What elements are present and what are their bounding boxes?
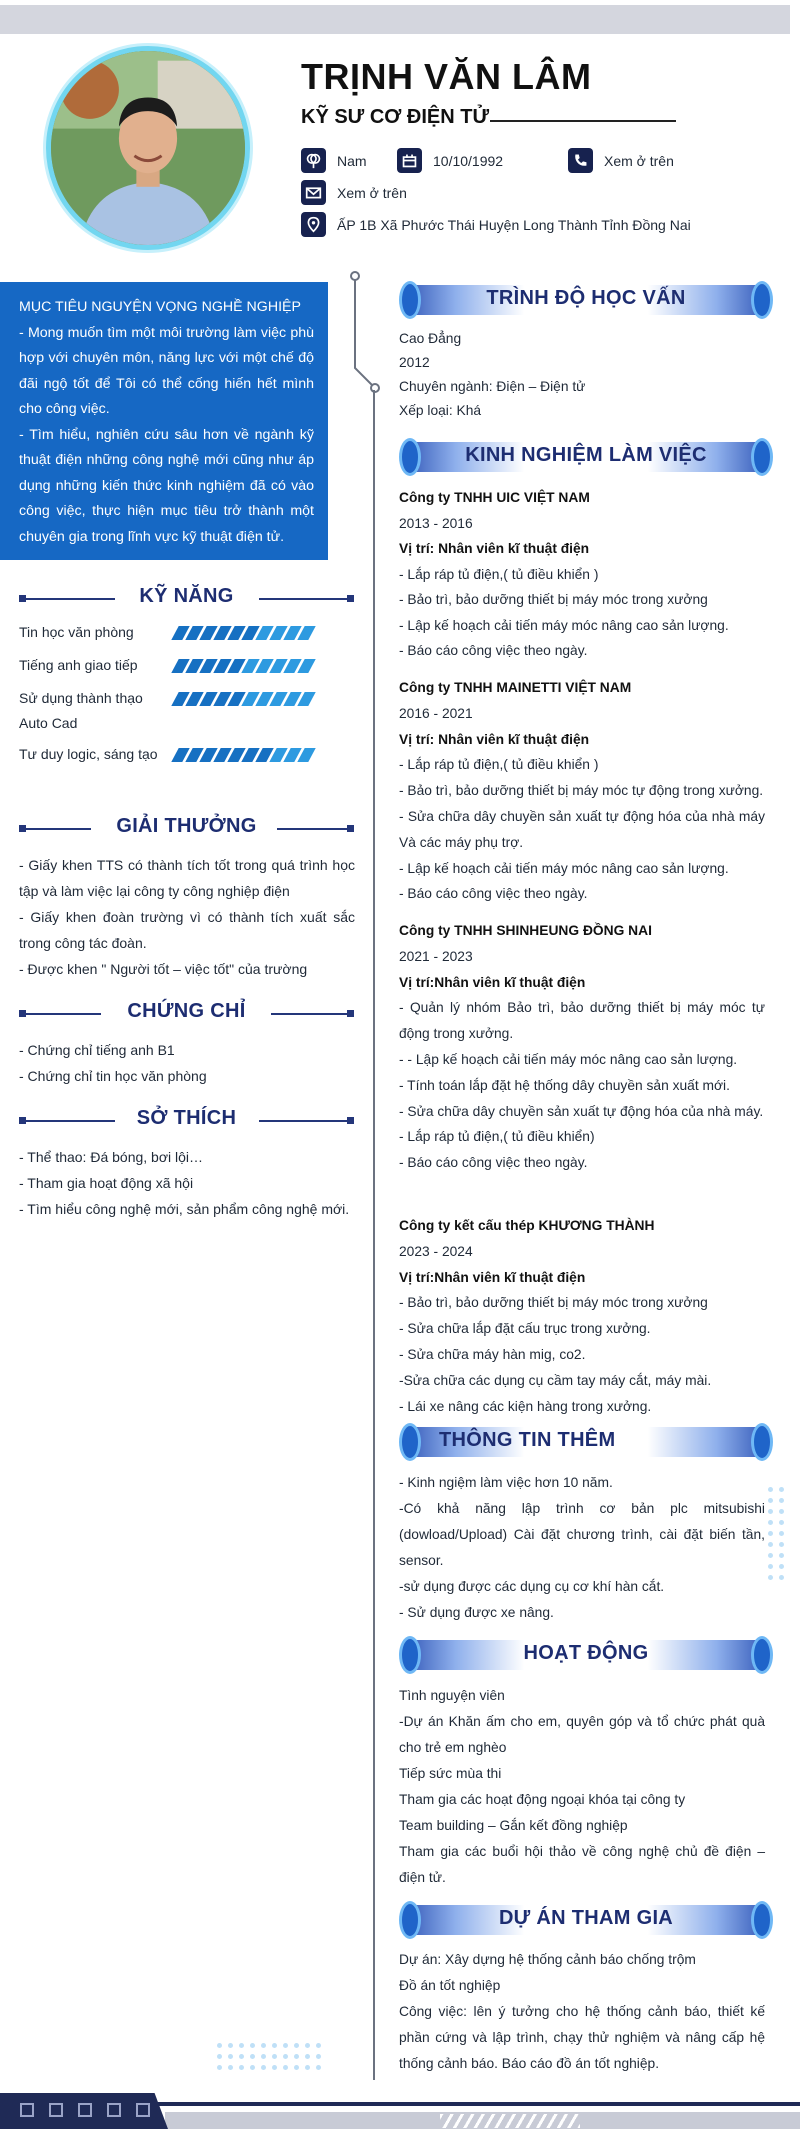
- full-name: TRỊNH VĂN LÂM: [301, 56, 592, 97]
- job-position: Vị trí: Nhân viên kĩ thuật điện: [399, 541, 590, 556]
- award-item: - Giấy khen đoàn trường vì có thành tích xuất sắc trong công tác đoàn.: [19, 909, 355, 951]
- certificate-item: - Chứng chỉ tin học văn phòng: [19, 1068, 207, 1084]
- job-task: - Báo cáo công việc theo ngày.: [399, 886, 588, 902]
- job-period: 2021 - 2023: [399, 948, 473, 964]
- job-task: - Báo cáo công việc theo ngày.: [399, 1155, 588, 1171]
- extra-info-list: [399, 1470, 765, 1626]
- hobby-item: - Tham gia hoạt động xã hội: [19, 1175, 194, 1191]
- section-heading-certificates: CHỨNG CHỈ: [19, 1000, 354, 1028]
- project-item: Đồ án tốt nghiệp: [399, 1978, 501, 1993]
- education-item: 2012: [399, 355, 430, 370]
- job-period: 2023 - 2024: [399, 1243, 473, 1259]
- activity-item: Tình nguyện viên: [399, 1688, 505, 1703]
- hobby-item: - Thể thao: Đá bóng, bơi lội…: [19, 1149, 204, 1165]
- award-item: - Giấy khen TTS có thành tích tốt trong quá trình học tập và làm việc lại công ty công nghiệp điện: [19, 857, 355, 899]
- skill-label: Sử dụng thành thạo Auto Cad: [19, 690, 143, 731]
- top-bar: [0, 5, 790, 34]
- job-period: 2016 - 2021: [399, 705, 473, 721]
- job-position: Vị trí: Nhân viên kĩ thuật điện: [399, 731, 590, 747]
- section-heading-skills: KỸ NĂNG: [19, 585, 354, 613]
- birthday-value: 10/10/1992: [433, 152, 504, 169]
- email-value: Xem ở trên: [337, 184, 407, 201]
- section-heading-awards: GIẢI THƯỞNG: [19, 815, 354, 843]
- education-item: Cao Đẳng: [399, 331, 462, 346]
- job-period: 2013 - 2016: [399, 515, 473, 531]
- email-row: [301, 180, 407, 205]
- job-task: - Lắp ráp tủ điện,( tủ điều khiển ): [399, 566, 599, 582]
- timeline-connector: [345, 268, 405, 398]
- award-item: - Được khen " Người tốt – việc tốt" của trường: [19, 961, 308, 977]
- address-value: ẤP 1B Xã Phước Thái Huyện Long Thành Tỉnh Đồng Nai: [337, 216, 691, 233]
- skill-level-bar: [175, 626, 312, 640]
- projects-list: [399, 1947, 765, 2077]
- birthday-row: [397, 148, 503, 173]
- job-company: Công ty TNHH SHINHEUNG ĐỒNG NAI: [399, 923, 652, 938]
- job-task: - Bảo trì, bảo dưỡng thiết bị máy móc trong xưởng: [399, 592, 708, 607]
- extra-item: - Sử dụng được xe nâng.: [399, 1605, 554, 1620]
- skill-label: Tin học văn phòng: [19, 624, 134, 640]
- decor-dots-bottom: [217, 2043, 321, 2070]
- gender-icon: [301, 148, 326, 173]
- hobbies-list: [19, 1144, 355, 1222]
- project-item: Công việc: lên ý tưởng cho hệ thống cảnh báo, thiết kế phần cứng và lập trình, chạy thử nghiệm và nâng cấp hệ thống cảnh báo. Báo cáo đồ án tốt nghiệp.: [399, 2004, 765, 2071]
- job-position: Vị trí:Nhân viên kĩ thuật điện: [399, 1269, 586, 1285]
- footer-decoration: [0, 2088, 800, 2129]
- job-task: - Quản lý nhóm Bảo trì, bảo dưỡng thiết bị máy móc tự động trong xưởng.: [399, 1000, 765, 1042]
- extra-item: -Có khả năng lập trình cơ bản plc mitsubishi (dowload/Upload) Cài đặt chương trình, cài đặt biến tần, sensor.: [399, 1501, 765, 1568]
- job-task: -Sửa chữa các dụng cụ cầm tay máy cắt, máy mài.: [399, 1372, 712, 1388]
- section-heading-education: TRÌNH ĐỘ HỌC VẤN: [399, 281, 773, 319]
- gender-row: [301, 148, 367, 173]
- job-company: Công ty TNHH MAINETTI VIỆT NAM: [399, 680, 632, 695]
- job-task: - Sửa chữa lắp đặt cấu trục trong xưởng.: [399, 1321, 651, 1337]
- job-task: - Lái xe nâng các kiện hàng trong xưởng.: [399, 1398, 652, 1414]
- job-entry: [399, 1213, 765, 1419]
- job-task: - Lắp ráp tủ điện,( tủ điều khiển ): [399, 757, 599, 773]
- avatar-photo: [51, 51, 245, 245]
- activity-item: Team building – Gắn kết đồng nghiệp: [399, 1818, 628, 1833]
- extra-item: - Kinh ngiệm làm việc hơn 10 năm.: [399, 1475, 613, 1490]
- address-row: [301, 212, 691, 237]
- phone-value: Xem ở trên: [604, 152, 674, 169]
- job-entry: [399, 675, 765, 907]
- skill-level-bar: [175, 659, 312, 673]
- job-entry: [399, 485, 765, 664]
- certificate-item: - Chứng chỉ tiếng anh B1: [19, 1042, 175, 1058]
- decor-dots-right: [768, 1487, 784, 1580]
- phone-icon: [568, 148, 593, 173]
- skill-label: Tiếng anh giao tiếp: [19, 657, 138, 673]
- job-task: - Bảo trì, bảo dưỡng thiết bị máy móc trong xưởng: [399, 1295, 708, 1311]
- activity-item: -Dự án Khăn ấm cho em, quyên góp và tổ chức phát quà cho trẻ em nghèo: [399, 1714, 765, 1755]
- education-item: Chuyên ngành: Điện – Điện tử: [399, 379, 586, 394]
- job-task: - Lập kế hoạch cải tiến máy móc nâng cao sản lượng.: [399, 860, 729, 876]
- email-icon: [301, 180, 326, 205]
- objective-line: - Mong muốn tìm một môi trường làm việc phù hợp với chuyên môn, năng lực với một chế độ đãi ngộ tốt để Tôi có thể cống hiến hết mình cho công việc.: [19, 324, 314, 417]
- section-heading-activities: HOẠT ĐỘNG: [399, 1636, 773, 1674]
- skill-label: Tư duy logic, sáng tạo: [19, 746, 158, 762]
- job-task: - Sửa chữa máy hàn mig, co2.: [399, 1346, 586, 1362]
- activities-list: [399, 1683, 765, 1891]
- certificates-list: [19, 1037, 355, 1089]
- avatar: [46, 46, 250, 250]
- activity-item: Tham gia các buổi hội thảo về công nghệ chủ đề điện – điện tử.: [399, 1844, 765, 1885]
- career-objective: [0, 282, 328, 560]
- extra-item: -sử dụng được các dụng cụ cơ khí hàn cắt.: [399, 1579, 665, 1594]
- calendar-icon: [397, 148, 422, 173]
- job-task: - Bảo trì, bảo dưỡng thiết bị máy móc tự động trong xưởng.: [399, 783, 764, 799]
- job-task: - Lập kế hoạch cải tiến máy móc nâng cao sản lượng.: [399, 617, 729, 633]
- job-task: - Lắp ráp tủ điện,( tủ điều khiển): [399, 1129, 595, 1145]
- objective-line: - Tìm hiểu, nghiên cứu sâu hơn về ngành kỹ thuật điện những công nghệ mới cũng như áp dụng những kiến thức kinh nghiệm đã có vào công việc, thực hiện mục tiêu trở thành một chuyên gia trong lĩnh vực kỹ thuật điện tử.: [19, 426, 314, 545]
- job-task: - Báo cáo công việc theo ngày.: [399, 643, 588, 658]
- project-item: Dự án: Xây dựng hệ thống cảnh báo chống trộm: [399, 1952, 696, 1967]
- section-heading-projects: DỰ ÁN THAM GIA: [399, 1901, 773, 1939]
- phone-row: [568, 148, 674, 173]
- job-company: Công ty TNHH UIC VIỆT NAM: [399, 490, 590, 505]
- section-heading-hobbies: SỞ THÍCH: [19, 1107, 354, 1135]
- job-task: - Sửa chữa dây chuyền sản xuất tự động hóa của nhà máy.: [399, 1103, 764, 1119]
- section-heading-extra-info: THÔNG TIN THÊM: [399, 1423, 773, 1461]
- activity-item: Tham gia các hoạt động ngoại khóa tại công ty: [399, 1792, 686, 1807]
- awards-list: [19, 852, 355, 982]
- job-task: - Sửa chữa dây chuyền sản xuất tự động hóa của nhà máy Và các máy phụ trợ.: [399, 808, 765, 850]
- job-entry: [399, 918, 765, 1176]
- gender-value: Nam: [337, 152, 367, 169]
- location-icon: [301, 212, 326, 237]
- job-position: Vị trí:Nhân viên kĩ thuật điện: [399, 974, 586, 990]
- objective-title: MỤC TIÊU NGUYỆN VỌNG NGHỀ NGHIỆP: [19, 299, 301, 315]
- title-divider: [490, 120, 676, 122]
- skill-level-bar: [175, 692, 312, 706]
- job-task: - - Lập kế hoạch cải tiến máy móc nâng cao sản lượng.: [399, 1051, 738, 1067]
- education-item: Xếp loại: Khá: [399, 403, 482, 418]
- education-list: [399, 327, 765, 423]
- skill-level-bar: [175, 748, 312, 762]
- timeline-line: [373, 390, 375, 2080]
- job-company: Công ty kết cấu thép KHƯƠNG THÀNH: [399, 1218, 655, 1233]
- job-title: KỸ SƯ CƠ ĐIỆN TỬ: [301, 106, 490, 128]
- job-task: - Tính toán lắp đặt hệ thống dây chuyền sản xuất mới.: [399, 1077, 730, 1093]
- section-heading-experience: KINH NGHIỆM LÀM VIỆC: [399, 438, 773, 476]
- hobby-item: - Tìm hiểu công nghệ mới, sản phẩm công nghệ mới.: [19, 1201, 350, 1217]
- activity-item: Tiếp sức mùa thi: [399, 1766, 502, 1781]
